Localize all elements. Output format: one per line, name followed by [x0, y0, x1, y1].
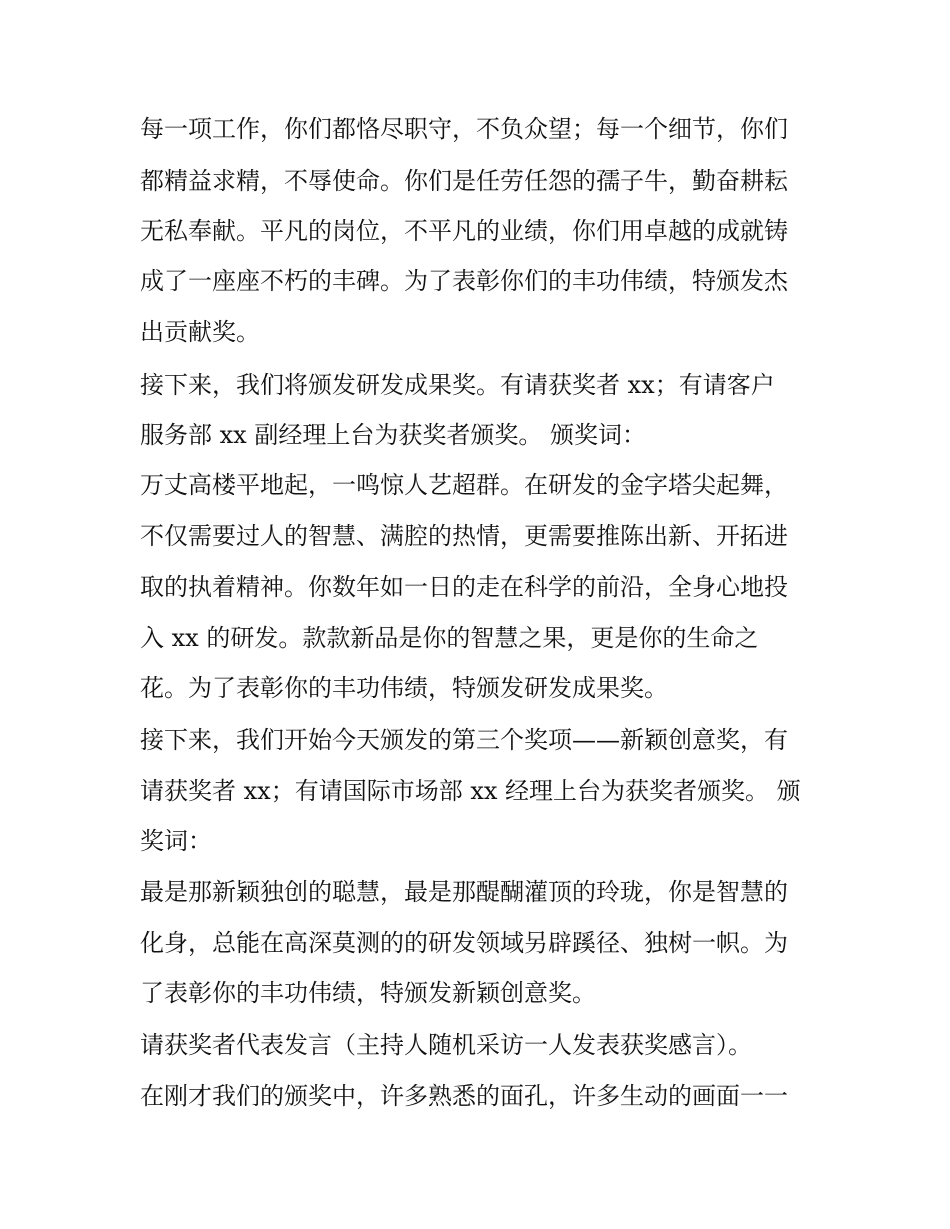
text-line: 化身，总能在高深莫测的的研发领域另辟蹊径、独树一帜。为 — [140, 929, 788, 957]
text-line: 在刚才我们的颁奖中，许多熟悉的面孔，许多生动的画面一一 — [140, 1082, 788, 1110]
text-line: 服务部 xx 副经理上台为获奖者颁奖。 颁奖词： — [140, 421, 646, 449]
text-line: 出贡献奖。 — [140, 318, 260, 346]
text-line: 万丈高楼平地起，一鸣惊人艺超群。在研发的金字塔尖起舞， — [140, 471, 788, 499]
text-line: 取的执着精神。你数年如一日的走在科学的前沿，全身心地投 — [140, 573, 788, 601]
text-line: 奖词： — [140, 827, 212, 855]
text-line: 接下来，我们开始今天颁发的第三个奖项——新颖创意奖，有 — [140, 726, 788, 754]
text-line: 请获奖者 xx；有请国际市场部 xx 经理上台为获奖者颁奖。 颁 — [140, 777, 801, 805]
text-line: 成了一座座不朽的丰碑。为了表彰你们的丰功伟绩，特颁发杰 — [140, 267, 788, 295]
text-line: 无私奉献。平凡的岗位，不平凡的业绩，你们用卓越的成就铸 — [140, 217, 788, 245]
text-line: 入 xx 的研发。款款新品是你的智慧之果，更是你的生命之 — [140, 624, 759, 652]
text-line: 不仅需要过人的智慧、满腔的热情，更需要推陈出新、开拓进 — [140, 522, 788, 550]
text-line: 最是那新颖独创的聪慧，最是那醍醐灌顶的玲珑，你是智慧的 — [140, 878, 788, 906]
text-line: 花。为了表彰你的丰功伟绩，特颁发研发成果奖。 — [140, 674, 668, 702]
text-line: 接下来，我们将颁发研发成果奖。有请获奖者 xx；有请客户 — [140, 371, 775, 399]
text-line: 都精益求精，不辱使命。你们是任劳任怨的孺子牛，勤奋耕耘 — [140, 167, 788, 195]
text-line: 每一项工作，你们都恪尽职守，不负众望；每一个细节，你们 — [140, 115, 788, 143]
text-line: 了表彰你的丰功伟绩，特颁发新颖创意奖。 — [140, 979, 596, 1007]
text-line: 请获奖者代表发言（主持人随机采访一人发表获奖感言）。 — [140, 1031, 752, 1059]
